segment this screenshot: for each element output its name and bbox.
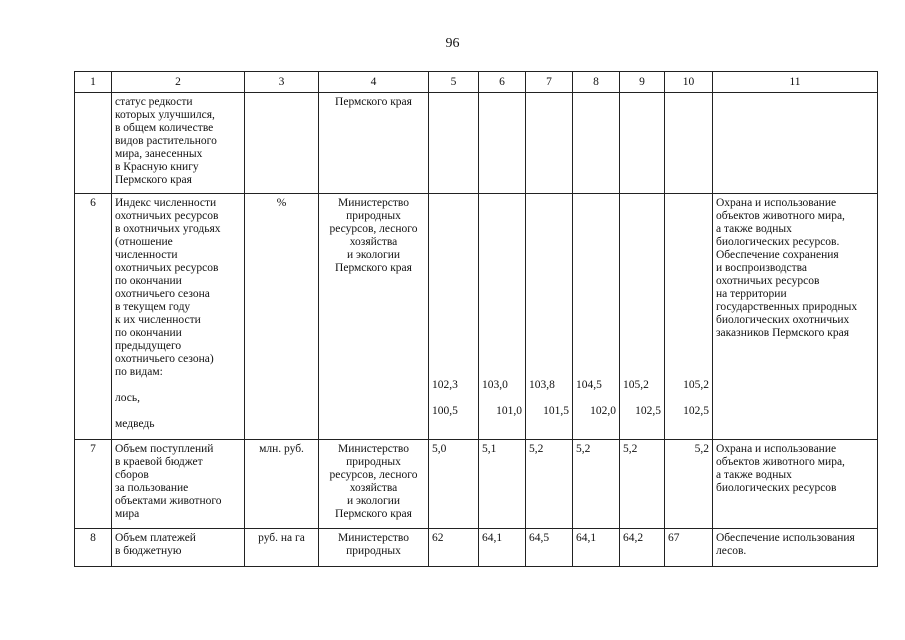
- value: 105,2: [623, 379, 649, 391]
- row-number: 7: [75, 440, 112, 529]
- table-header-row: [75, 72, 878, 93]
- header-cell: 6: [479, 72, 526, 93]
- value-cell: [526, 93, 573, 194]
- tasks: Охрана и использование объектов животного мира, а также водных биологических ресурсов. Обеспечение сохранения и воспроизводства охотничьих ресурсов на территории государственных природных биологических охотничьих заказников Пермского края: [713, 194, 878, 440]
- value: 102,3: [432, 379, 458, 391]
- responsible: Пермского края: [319, 93, 429, 194]
- value: 102,5: [683, 405, 709, 417]
- unit: руб. на га: [245, 529, 319, 567]
- tasks: Охрана и использование объектов животного мира, а также водных биологических ресурсов: [713, 440, 878, 529]
- header-cell: 2: [112, 72, 245, 93]
- tasks: Обеспечение использования лесов.: [713, 529, 878, 567]
- value-cell: [665, 194, 713, 440]
- value: 100,5: [432, 405, 458, 417]
- value: 102,0: [590, 405, 616, 417]
- tasks: [713, 93, 878, 194]
- value-cell: 67: [665, 529, 713, 567]
- unit: %: [245, 194, 319, 440]
- header-cell: 8: [573, 72, 620, 93]
- indicator-name: Объем платежей в бюджетную: [112, 529, 245, 567]
- value: 101,5: [543, 405, 569, 417]
- indicator-name: Объем поступлений в краевой бюджет сборов за пользование объектами животного мира: [112, 440, 245, 529]
- value-cell: 5,1: [479, 440, 526, 529]
- table-row: [75, 529, 878, 567]
- row-number: [75, 93, 112, 194]
- value: 103,0: [482, 379, 508, 391]
- row-number: 6: [75, 194, 112, 440]
- value-cell: [479, 194, 526, 440]
- indicator-name: Индекс численности охотничьих ресурсов в охотничьих угодьях (отношение численности охотничьих ресурсов по окончании охотничьего сезона в текущем году к их численности по окончании предыдущего охотничьего сезона) по видам:: [115, 197, 221, 378]
- value: 103,8: [529, 379, 555, 391]
- value-cell: 64,1: [573, 529, 620, 567]
- responsible: Министерство природных ресурсов, лесного хозяйства и экологии Пермского края: [319, 440, 429, 529]
- value-cell: [429, 93, 479, 194]
- value-cell: 62: [429, 529, 479, 567]
- indicator-name-cell: [112, 194, 245, 440]
- value-cell: [620, 194, 665, 440]
- value-cell: [620, 93, 665, 194]
- value-cell: [429, 194, 479, 440]
- header-cell: 4: [319, 72, 429, 93]
- table-row: [75, 93, 878, 194]
- value-cell: [573, 194, 620, 440]
- header-cell: 5: [429, 72, 479, 93]
- value: 101,0: [496, 405, 522, 417]
- value-cell: [526, 194, 573, 440]
- table-row: [75, 194, 878, 440]
- value-cell: 5,2: [620, 440, 665, 529]
- value-cell: [573, 93, 620, 194]
- header-cell: 10: [665, 72, 713, 93]
- unit: [245, 93, 319, 194]
- header-cell: 7: [526, 72, 573, 93]
- value-cell: 64,2: [620, 529, 665, 567]
- sub-indicator-label: медведь: [115, 418, 155, 430]
- value-cell: 5,0: [429, 440, 479, 529]
- header-cell: 1: [75, 72, 112, 93]
- value-cell: [665, 93, 713, 194]
- responsible: Министерство природных: [319, 529, 429, 567]
- value: 105,2: [683, 379, 709, 391]
- value-cell: 5,2: [526, 440, 573, 529]
- value-cell: [479, 93, 526, 194]
- header-cell: 9: [620, 72, 665, 93]
- header-cell: 3: [245, 72, 319, 93]
- value-cell: 64,5: [526, 529, 573, 567]
- indicator-table: [74, 71, 878, 567]
- value-cell: 5,2: [665, 440, 713, 529]
- sub-indicator-label: лось,: [115, 392, 140, 404]
- header-cell: 11: [713, 72, 878, 93]
- value: 104,5: [576, 379, 602, 391]
- value: 102,5: [635, 405, 661, 417]
- page-number: 96: [445, 36, 460, 51]
- row-number: 8: [75, 529, 112, 567]
- unit: млн. руб.: [245, 440, 319, 529]
- responsible: Министерство природных ресурсов, лесного хозяйства и экологии Пермского края: [319, 194, 429, 440]
- value-cell: 5,2: [573, 440, 620, 529]
- table-row: [75, 440, 878, 529]
- value-cell: 64,1: [479, 529, 526, 567]
- indicator-name: статус редкости которых улучшился, в общем количестве видов растительного мира, занесенных в Красную книгу Пермского края: [112, 93, 245, 194]
